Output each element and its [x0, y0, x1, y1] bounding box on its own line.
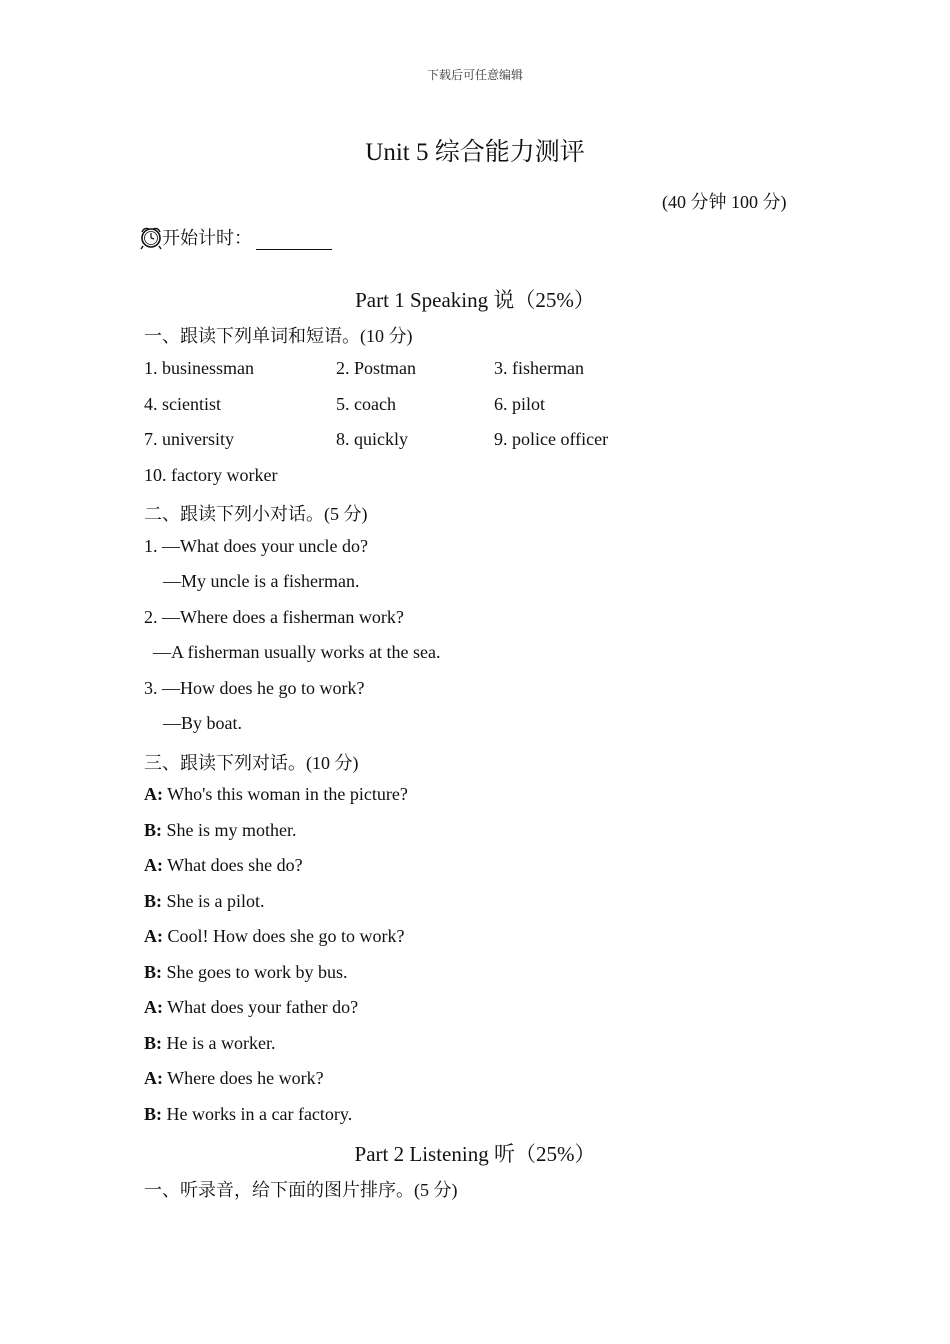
section-heading: 一、跟读下列单词和短语。(10 分) [144, 326, 413, 346]
clock-icon [140, 226, 162, 250]
dialogue-text: What does she do? [163, 855, 303, 875]
section-heading: 二、跟读下列小对话。(5 分) [144, 504, 368, 524]
speaker-label: B: [144, 1104, 162, 1124]
dialogue-line [144, 962, 348, 983]
part1-title: Part 1 Speaking 说（25%） [355, 288, 595, 312]
dialogue-text: He works in a car factory. [162, 1104, 353, 1124]
speaker-label: A: [144, 784, 163, 804]
page-title: Unit 5 综合能力测评 [365, 139, 585, 166]
timer-blank[interactable] [256, 231, 332, 250]
timer-row [140, 224, 332, 250]
speaker-label: B: [144, 962, 162, 982]
word-item: 9. police officer [494, 429, 609, 449]
word-item: 2. Postman [336, 358, 417, 378]
speaker-label: B: [144, 820, 162, 840]
word-item: 10. factory worker [144, 465, 278, 485]
dialogue-line [144, 926, 404, 947]
section-heading: 一、听录音，给下面的图片排序。(5 分) [144, 1180, 458, 1200]
dialogue-line: 2. —Where does a fisherman work? [144, 607, 404, 627]
section-heading: 三、跟读下列对话。(10 分) [144, 753, 359, 773]
speaker-label: A: [144, 1068, 163, 1088]
dialogue-line [144, 784, 408, 805]
dialogue-text: She is my mother. [162, 820, 297, 840]
dialogue-text: She goes to work by bus. [162, 962, 348, 982]
word-item: 5. coach [336, 394, 396, 414]
dialogue-line: 1. —What does your uncle do? [144, 536, 368, 556]
dialogue-line [144, 997, 358, 1018]
dialogue-text: She is a pilot. [162, 891, 265, 911]
speaker-label: A: [144, 926, 163, 946]
dialogue-line [144, 1104, 352, 1125]
word-item: 1. businessman [144, 358, 254, 378]
word-item: 4. scientist [144, 394, 221, 414]
dialogue-line: —By boat. [163, 713, 242, 733]
word-item: 3. fisherman [494, 358, 584, 378]
dialogue-line [144, 1033, 275, 1054]
dialogue-line [144, 1068, 324, 1089]
dialogue-line: 3. —How does he go to work? [144, 678, 365, 698]
dialogue-text: Cool! How does she go to work? [163, 926, 405, 946]
dialogue-text: What does your father do? [163, 997, 359, 1017]
dialogue-line [144, 891, 265, 912]
part2-title: Part 2 Listening 听（25%） [354, 1142, 596, 1166]
dialogue-line: —A fisherman usually works at the sea. [153, 642, 441, 662]
dialogue-line: —My uncle is a fisherman. [163, 571, 360, 591]
dialogue-line [144, 820, 297, 841]
word-item: 7. university [144, 429, 234, 449]
word-item: 8. quickly [336, 429, 408, 449]
dialogue-text: Who's this woman in the picture? [163, 784, 408, 804]
dialogue-text: Where does he work? [163, 1068, 324, 1088]
timer-label: 开始计时： [162, 228, 252, 248]
dialogue-line [144, 855, 303, 876]
word-item: 6. pilot [494, 394, 546, 414]
speaker-label: A: [144, 855, 163, 875]
dialogue-text: He is a worker. [162, 1033, 276, 1053]
time-info: (40 分钟 100 分) [662, 192, 787, 212]
speaker-label: B: [144, 891, 162, 911]
speaker-label: A: [144, 997, 163, 1017]
header-note: 下载后可任意编辑 [426, 68, 523, 82]
speaker-label: B: [144, 1033, 162, 1053]
